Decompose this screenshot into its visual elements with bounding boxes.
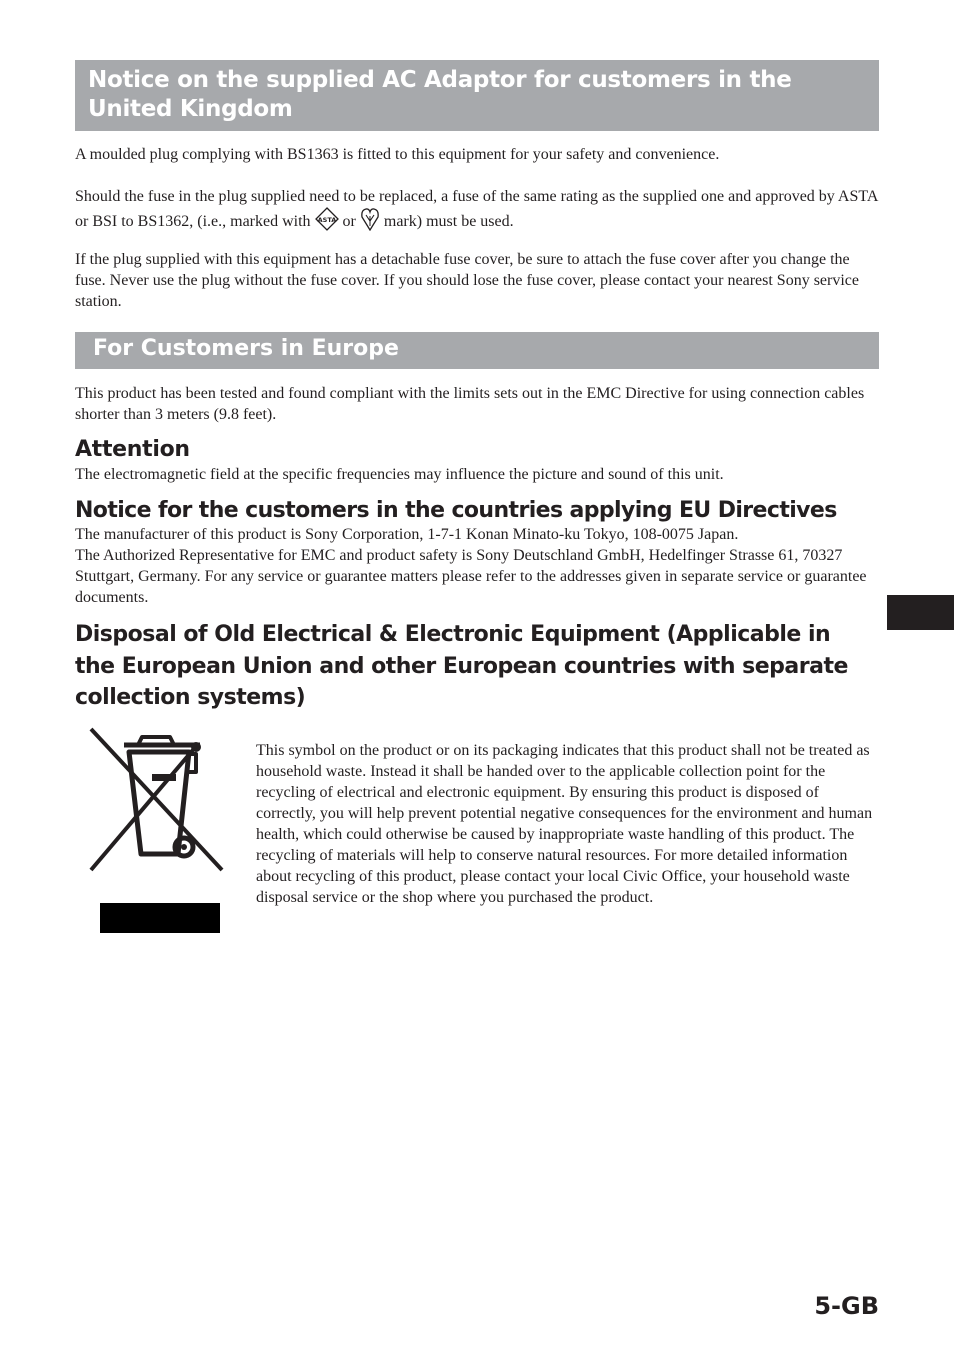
asta-mark-text: ASTA: [317, 216, 336, 224]
eu-notice-line-1: The manufacturer of this product is Sony Corporation, 1-7-1 Konan Minato-ku Tokyo, 108-0075 Japan.: [75, 526, 739, 543]
europe-paragraph: This product has been tested and found compliant with the limits sets out in the EMC Directive for using connection cables shorter than 3 meters (9.8 feet).: [75, 385, 865, 423]
attention-text: The electromagnetic field at the specific frequencies may influence the picture and sound of this unit.: [75, 466, 724, 483]
uk-notice-paragraph-2: [75, 186, 879, 237]
crossed-out-wheelie-bin-icon: [88, 726, 226, 876]
uk-notice-p2-after: mark) must be used.: [379, 213, 514, 230]
uk-notice-banner-title: Notice on the supplied AC Adaptor for customers in the United Kingdom: [75, 60, 879, 131]
eu-notice-heading: Notice for the customers in the countries applying EU Directives: [75, 498, 837, 523]
uk-notice-p2-before: Should the fuse in the plug supplied need to be replaced, a fuse of the same rating as the supplied one and approved by ASTA or BSI to BS1362, (i.e., marked with: [75, 188, 878, 230]
bsi-kitemark-icon: [360, 207, 380, 237]
uk-notice-paragraph-3: If the plug supplied with this equipment has a detachable fuse cover, be sure to attach the fuse cover after you change the fuse. Never use the plug without the fuse cover. If you should lose the fuse cover, please contact your nearest Sony service station.: [75, 251, 860, 310]
europe-banner-title: For Customers in Europe: [75, 332, 879, 369]
uk-notice-paragraph-1: A moulded plug complying with BS1363 is fitted to this equipment for your safety and convenience.: [75, 146, 720, 163]
uk-notice-p2-or: or: [338, 213, 360, 230]
language-side-tab: [887, 595, 954, 630]
weee-solid-bar: [100, 903, 220, 933]
disposal-heading: Disposal of Old Electrical & Electronic Equipment (Applicable in the European Union and other European countries with separate collection systems): [75, 622, 848, 710]
page-number: 5-GB: [814, 1292, 879, 1320]
attention-heading: Attention: [75, 437, 190, 462]
disposal-text: This symbol on the product or on its packaging indicates that this product shall not be treated as household waste. Instead it shall be handed over to the applicable collection point for the recycling of electrical and electronic equipment. By ensuring this product is disposed of correctly, you will help prevent potential negative consequences for the environment and human health, which could otherwise be caused by inappropriate waste handling of this product. The recycling of materials will help to conserve natural resources. For more detailed information about recycling of this product, please contact your local Civic Office, your household waste disposal service or the shop where you purchased the product.: [256, 742, 873, 906]
eu-notice-line-2: The Authorized Representative for EMC and product safety is Sony Deutschland GmbH, Hedelfinger Strasse 61, 70327 Stuttgart, Germany. For any service or guarantee matters please refer to the addresses given in separate service or guarantee documents.: [75, 547, 867, 606]
asta-mark-icon: [315, 207, 339, 237]
